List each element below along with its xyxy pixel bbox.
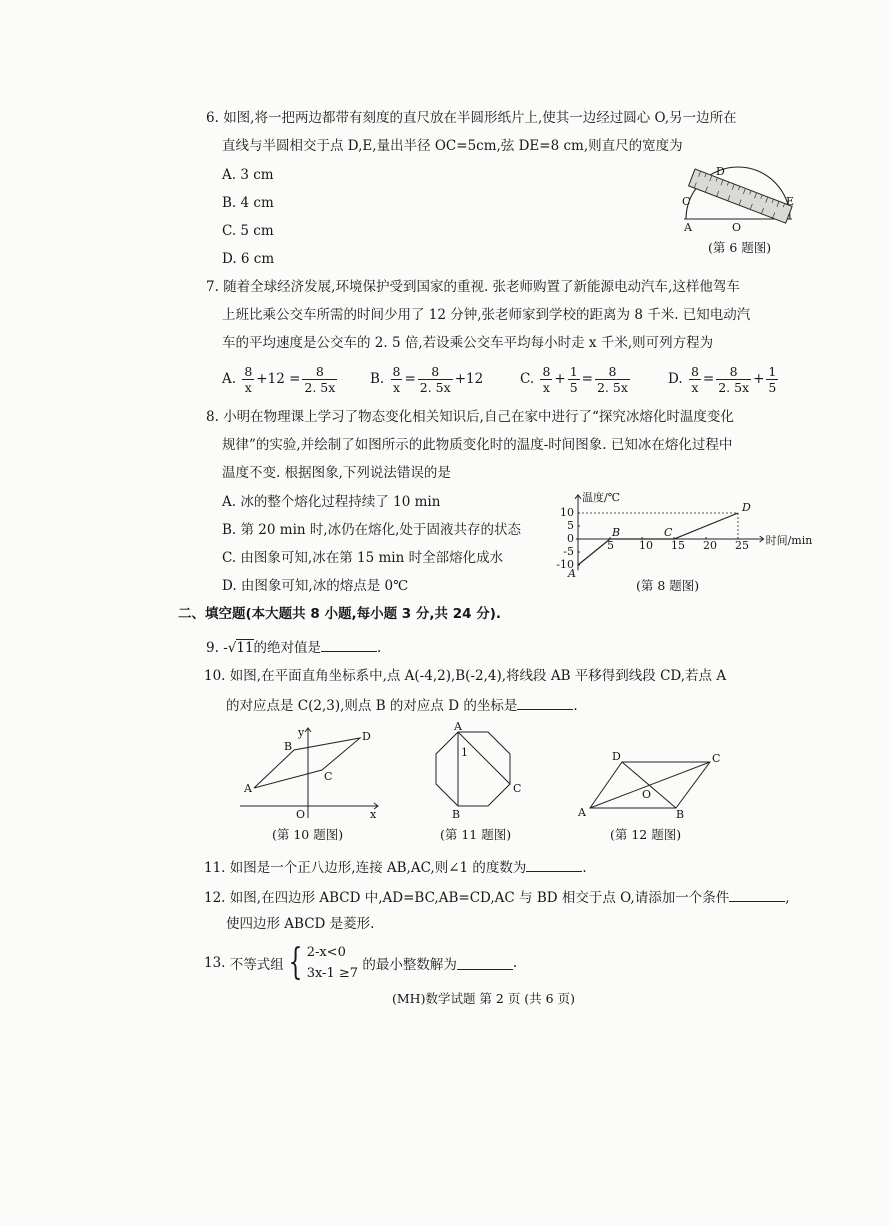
fig10-label-a: A [244, 782, 252, 795]
fraction: $\frac{8}{x}$ [690, 364, 699, 395]
q8-option-b: B. 第 20 min 时,冰仍在熔化,处于固液共存的状态 [222, 522, 521, 538]
q6-option-d: D. 6 cm [222, 251, 275, 267]
fig12-label-d: D [612, 750, 621, 763]
q10-number: 10. [204, 668, 226, 684]
chart-x-tick-label: 25 [735, 539, 749, 552]
fraction: $\frac{8}{x}$ [542, 364, 551, 395]
q8-caption: (第 8 题图) [636, 578, 700, 593]
q7-d-label: D. [668, 371, 683, 387]
chart-x-axis-label: 时间/min [765, 534, 813, 547]
q13-line [204, 942, 517, 984]
fig10-label-x: x [370, 808, 377, 821]
q7-a-label: A. [222, 371, 237, 387]
q6-label-a: A [684, 221, 692, 234]
q9-period: . [377, 640, 382, 656]
chart-y-tick-label: 10 [560, 506, 574, 519]
q12-text-line1: 如图,在四边形 ABCD 中,AD=BC,AB=CD,AC 与 BD 相交于点 O,请添加一个条件 [229, 890, 730, 906]
q10-period: . [573, 698, 578, 714]
q7-text-line3: 车的平均速度是公交车的 2. 5 倍,若设乘公交车平均每小时走 x 千米,则可列方程为 [222, 335, 714, 351]
q7-line1 [206, 279, 740, 295]
fraction: $\frac{8}{2. 5x}$ [596, 364, 628, 395]
q7-options [222, 364, 782, 398]
q7-c-label: C. [520, 371, 535, 387]
fig10-label-b: B [284, 740, 293, 753]
brace-symbol: { [288, 942, 303, 983]
operator: +12 [454, 371, 484, 387]
chart-x-tick-label: 15 [671, 539, 685, 552]
fig10-caption: (第 10 题图) [272, 827, 344, 842]
q9-text: 的绝对值是 [253, 640, 322, 656]
fig11-label-a: A [454, 720, 462, 733]
q9-line [206, 638, 381, 656]
q7-option-b [370, 364, 483, 395]
operator: + [753, 371, 765, 387]
operator: = [581, 371, 593, 387]
fig12-label-b: B [676, 808, 685, 821]
fig11-label-b: B [452, 808, 461, 821]
q6-number: 6. [206, 110, 219, 126]
q10-text-line2: 的对应点是 C(2,3),则点 B 的对应点 D 的坐标是 [226, 698, 518, 714]
q9-answer-blank[interactable] [321, 638, 377, 652]
q11-answer-blank[interactable] [526, 858, 582, 872]
q10-line1 [204, 668, 726, 684]
q6-figure [680, 165, 800, 234]
q8-option-a: A. 冰的整个熔化过程持续了 10 min [222, 494, 441, 510]
inequality-system [307, 942, 358, 984]
q12-text-line2: 使四边形 ABCD 是菱形. [226, 916, 375, 932]
q6-option-a: A. 3 cm [222, 167, 274, 183]
q11-text: 如图是一个正八边形,连接 AB,AC,则∠1 的度数为 [229, 860, 527, 876]
q10-line2 [226, 696, 578, 714]
fig10-label-o: O [296, 808, 306, 821]
q13-pre: 不等式组 [229, 957, 284, 973]
ruler-shape [689, 169, 793, 223]
inequality-row-2: 3x-1 ≥7 [306, 966, 359, 981]
chart-y-tick-label: -10 [556, 558, 574, 571]
q6-caption: (第 6 题图) [708, 240, 772, 255]
fraction: $\frac{8}{2. 5x}$ [419, 364, 451, 395]
fraction: $\frac{8}{2. 5x}$ [718, 364, 750, 395]
q11-line [204, 858, 587, 876]
operator: + [554, 371, 566, 387]
fig10-label-d: D [362, 730, 371, 743]
q12-answer-blank[interactable] [729, 888, 785, 902]
q9-number: 9. [206, 640, 219, 656]
fig12-label-o: O [642, 788, 652, 801]
q7-text-line1: 随着全球经济发展,环境保护受到国家的重视. 张老师购置了新能源电动汽车,这样他驾车 [223, 279, 740, 295]
q7-option-a [222, 364, 339, 395]
q8-option-c: C. 由图象可知,冰在第 15 min 时全部熔化成水 [222, 550, 504, 566]
fraction: $\frac{1}{5}$ [768, 364, 777, 395]
q6-line1 [206, 110, 737, 126]
page-footer: (MH)数学试题 第 2 页 (共 6 页) [392, 991, 575, 1006]
fig11-caption: (第 11 题图) [440, 827, 512, 842]
fig11-label-angle1: 1 [461, 746, 468, 759]
q11-period: . [582, 860, 587, 876]
inequality-row-1: 2-x<0 [306, 945, 346, 960]
q6-option-b: B. 4 cm [222, 195, 274, 211]
chart-x-tick-label: 20 [703, 539, 717, 552]
operator: = [404, 371, 416, 387]
q12-number: 12. [204, 890, 226, 906]
q7-option-c [520, 364, 632, 395]
q10-text-line1: 如图,在平面直角坐标系中,点 A(-4,2),B(-2,4),将线段 AB 平移得到线段 CD,若点 A [229, 668, 727, 684]
fig12-label-a: A [578, 806, 586, 819]
fig10-label-c: C [324, 770, 333, 783]
fig10-label-y: y [298, 726, 305, 739]
q10-coordinate-figure [240, 724, 380, 820]
q11-number: 11. [204, 860, 226, 876]
q6-label-e: E [786, 195, 795, 208]
q11-octagon-figure [432, 720, 527, 821]
q8-option-d: D. 由图象可知,冰的熔点是 0℃ [222, 578, 409, 594]
chart-point-label: A [568, 567, 576, 580]
q9-minus: - [223, 640, 228, 656]
chart-y-tick-label: 5 [567, 519, 574, 532]
q13-number: 13. [204, 955, 226, 971]
chart-point-label: B [612, 526, 621, 539]
chart-y-tick-label: -5 [563, 545, 574, 558]
q7-number: 7. [206, 279, 219, 295]
chart-point-label: D [742, 501, 751, 514]
operator: +12 = [256, 371, 301, 387]
q6-label-d: D [716, 165, 725, 178]
q8-text-line2: 规律”的实验,并绘制了如图所示的此物质变化时的温度-时间图象. 已知冰在熔化过程中 [222, 437, 733, 453]
q6-text-line1: 如图,将一把两边都带有刻度的直尺放在半圆形纸片上,使其一边经过圆心 O,另一边所在 [223, 110, 737, 126]
fraction: $\frac{8}{x}$ [244, 364, 253, 395]
fraction: $\frac{8}{2. 5x}$ [304, 364, 336, 395]
chart-x-tick-label: 5 [607, 539, 614, 552]
chart-point-label: C [664, 526, 673, 539]
q13-answer-blank[interactable] [457, 956, 513, 970]
fraction: $\frac{1}{5}$ [569, 364, 578, 395]
fig11-label-c: C [513, 782, 522, 795]
q8-number: 8. [206, 409, 219, 425]
sqrt-symbol: √ [227, 640, 237, 656]
q10-answer-blank[interactable] [517, 696, 573, 710]
chart-y-tick-label: 0 [567, 532, 574, 545]
q8-temperature-chart [548, 488, 813, 580]
q6-option-c: C. 5 cm [222, 223, 274, 239]
q9-radicand: 11 [236, 640, 254, 656]
q8-text-line1: 小明在物理课上学习了物态变化相关知识后,自己在家中进行了“探究冰熔化时温度变化 [223, 409, 734, 425]
q13-post: 的最小整数解为 [362, 957, 457, 973]
q6-label-c: C [682, 195, 691, 208]
q7-b-label: B. [370, 371, 385, 387]
q7-option-d [668, 364, 780, 395]
chart-y-axis-label: 温度/℃ [582, 490, 621, 504]
q7-text-line2: 上班比乘公交车所需的时间少用了 12 分钟,张老师家到学校的距离为 8 千米. 已知电动汽 [222, 307, 751, 323]
fraction: $\frac{8}{x}$ [392, 364, 401, 395]
q12-quadrilateral-figure [576, 752, 726, 820]
q8-line1 [206, 409, 734, 425]
q8-text-line3: 温度不变. 根据图象,下列说法错误的是 [222, 465, 451, 481]
chart-x-tick-label: 10 [639, 539, 653, 552]
fig12-caption: (第 12 题图) [610, 827, 682, 842]
section2-heading: 二、填空题(本大题共 8 小题,每小题 3 分,共 24 分). [178, 606, 501, 622]
fig12-label-c: C [712, 752, 721, 765]
q12-comma: , [785, 890, 790, 906]
q13-period: . [512, 955, 518, 971]
q6-label-o: O [732, 221, 742, 234]
operator: = [702, 371, 715, 387]
q12-line1 [204, 888, 790, 906]
q6-text-line2: 直线与半圆相交于点 D,E,量出半径 OC=5cm,弦 DE=8 cm,则直尺的宽度为 [222, 138, 683, 154]
